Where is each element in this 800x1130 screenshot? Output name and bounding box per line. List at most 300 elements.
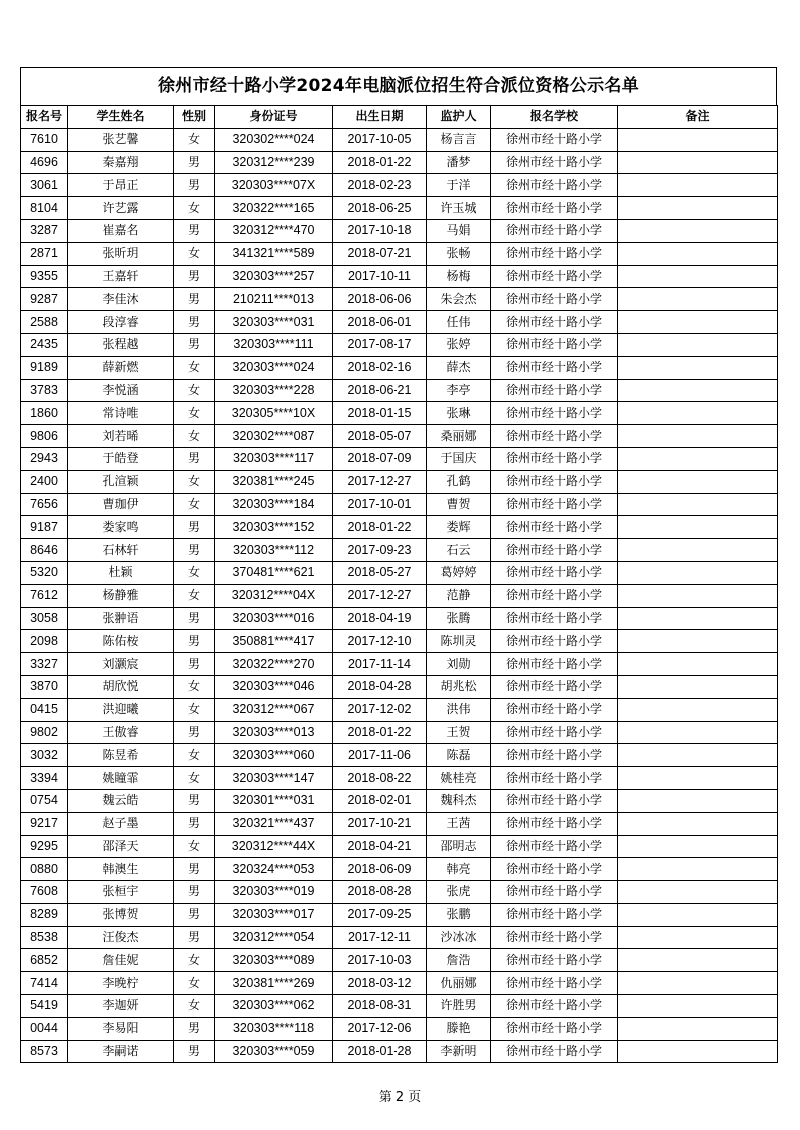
cell-school: 徐州市经十路小学 xyxy=(491,972,618,995)
cell-student-name: 曹珈伊 xyxy=(68,493,174,516)
cell-application-number: 7608 xyxy=(21,881,68,904)
cell-gender: 男 xyxy=(174,288,215,311)
table-row xyxy=(21,539,778,562)
cell-birth-date: 2018-02-23 xyxy=(333,174,427,197)
cell-remarks xyxy=(618,242,778,265)
cell-application-number: 3327 xyxy=(21,653,68,676)
cell-application-number: 3870 xyxy=(21,675,68,698)
cell-id-number: 320303****117 xyxy=(215,447,333,470)
cell-id-number: 320321****437 xyxy=(215,812,333,835)
cell-birth-date: 2017-11-14 xyxy=(333,653,427,676)
cell-student-name: 姚瞳霏 xyxy=(68,767,174,790)
cell-application-number: 9287 xyxy=(21,288,68,311)
cell-guardian: 许玉城 xyxy=(427,197,491,220)
cell-birth-date: 2018-03-12 xyxy=(333,972,427,995)
cell-birth-date: 2017-12-27 xyxy=(333,584,427,607)
header-application-number: 报名号 xyxy=(21,106,68,129)
cell-birth-date: 2018-04-19 xyxy=(333,607,427,630)
cell-application-number: 3287 xyxy=(21,219,68,242)
cell-guardian: 朱会杰 xyxy=(427,288,491,311)
cell-application-number: 5419 xyxy=(21,995,68,1018)
cell-remarks xyxy=(618,561,778,584)
cell-guardian: 张腾 xyxy=(427,607,491,630)
cell-school: 徐州市经十路小学 xyxy=(491,561,618,584)
cell-application-number: 9295 xyxy=(21,835,68,858)
cell-student-name: 李嗣诺 xyxy=(68,1040,174,1063)
cell-gender: 男 xyxy=(174,516,215,539)
cell-application-number: 9806 xyxy=(21,425,68,448)
cell-gender: 男 xyxy=(174,265,215,288)
table-row xyxy=(21,675,778,698)
table-row xyxy=(21,767,778,790)
cell-student-name: 张程越 xyxy=(68,333,174,356)
cell-birth-date: 2018-06-01 xyxy=(333,311,427,334)
cell-school: 徐州市经十路小学 xyxy=(491,744,618,767)
cell-school: 徐州市经十路小学 xyxy=(491,151,618,174)
page-number: 第 2 页 xyxy=(378,1090,422,1105)
cell-school: 徐州市经十路小学 xyxy=(491,995,618,1018)
roster-table xyxy=(20,105,778,1063)
cell-id-number: 320303****089 xyxy=(215,949,333,972)
cell-id-number: 370481****621 xyxy=(215,561,333,584)
cell-birth-date: 2018-01-28 xyxy=(333,1040,427,1063)
cell-guardian: 杨言言 xyxy=(427,128,491,151)
cell-remarks xyxy=(618,539,778,562)
cell-birth-date: 2018-04-28 xyxy=(333,675,427,698)
table-row xyxy=(21,1017,778,1040)
cell-birth-date: 2017-10-18 xyxy=(333,219,427,242)
table-row xyxy=(21,311,778,334)
cell-guardian: 薛杰 xyxy=(427,356,491,379)
cell-student-name: 王嘉轩 xyxy=(68,265,174,288)
cell-id-number: 320303****152 xyxy=(215,516,333,539)
cell-gender: 女 xyxy=(174,675,215,698)
cell-remarks xyxy=(618,402,778,425)
cell-application-number: 0880 xyxy=(21,858,68,881)
cell-remarks xyxy=(618,265,778,288)
cell-remarks xyxy=(618,333,778,356)
cell-id-number: 320303****257 xyxy=(215,265,333,288)
cell-application-number: 8104 xyxy=(21,197,68,220)
cell-gender: 男 xyxy=(174,447,215,470)
cell-student-name: 孔渲颖 xyxy=(68,470,174,493)
cell-gender: 女 xyxy=(174,128,215,151)
cell-application-number: 9802 xyxy=(21,721,68,744)
cell-gender: 男 xyxy=(174,607,215,630)
cell-gender: 女 xyxy=(174,470,215,493)
cell-id-number: 320303****031 xyxy=(215,311,333,334)
cell-guardian: 刘勋 xyxy=(427,653,491,676)
cell-student-name: 娄家鸣 xyxy=(68,516,174,539)
cell-student-name: 韩澳生 xyxy=(68,858,174,881)
cell-remarks xyxy=(618,972,778,995)
cell-gender: 女 xyxy=(174,767,215,790)
cell-birth-date: 2018-02-01 xyxy=(333,789,427,812)
cell-application-number: 5320 xyxy=(21,561,68,584)
cell-remarks xyxy=(618,288,778,311)
cell-guardian: 邵明志 xyxy=(427,835,491,858)
cell-gender: 男 xyxy=(174,721,215,744)
cell-remarks xyxy=(618,653,778,676)
cell-school: 徐州市经十路小学 xyxy=(491,835,618,858)
cell-student-name: 陈昱希 xyxy=(68,744,174,767)
cell-id-number: 320302****087 xyxy=(215,425,333,448)
header-id-number: 身份证号 xyxy=(215,106,333,129)
cell-guardian: 詹浩 xyxy=(427,949,491,972)
cell-school: 徐州市经十路小学 xyxy=(491,607,618,630)
cell-id-number: 320303****118 xyxy=(215,1017,333,1040)
table-row xyxy=(21,926,778,949)
cell-id-number: 320305****10X xyxy=(215,402,333,425)
cell-school: 徐州市经十路小学 xyxy=(491,858,618,881)
cell-student-name: 刘灏宸 xyxy=(68,653,174,676)
cell-id-number: 320303****228 xyxy=(215,379,333,402)
cell-remarks xyxy=(618,698,778,721)
cell-remarks xyxy=(618,311,778,334)
cell-application-number: 8573 xyxy=(21,1040,68,1063)
cell-application-number: 3058 xyxy=(21,607,68,630)
cell-gender: 女 xyxy=(174,493,215,516)
cell-application-number: 2098 xyxy=(21,630,68,653)
cell-guardian: 曹贺 xyxy=(427,493,491,516)
cell-guardian: 于洋 xyxy=(427,174,491,197)
cell-id-number: 320303****017 xyxy=(215,903,333,926)
table-row xyxy=(21,219,778,242)
cell-remarks xyxy=(618,767,778,790)
cell-birth-date: 2017-08-17 xyxy=(333,333,427,356)
cell-birth-date: 2017-09-25 xyxy=(333,903,427,926)
cell-remarks xyxy=(618,128,778,151)
cell-birth-date: 2017-12-06 xyxy=(333,1017,427,1040)
cell-school: 徐州市经十路小学 xyxy=(491,1017,618,1040)
cell-student-name: 杨静雅 xyxy=(68,584,174,607)
cell-gender: 男 xyxy=(174,174,215,197)
cell-remarks xyxy=(618,630,778,653)
cell-school: 徐州市经十路小学 xyxy=(491,881,618,904)
cell-remarks xyxy=(618,197,778,220)
table-row xyxy=(21,698,778,721)
cell-student-name: 于昂正 xyxy=(68,174,174,197)
cell-guardian: 韩亮 xyxy=(427,858,491,881)
cell-student-name: 杜颖 xyxy=(68,561,174,584)
cell-gender: 女 xyxy=(174,835,215,858)
header-birth-date: 出生日期 xyxy=(333,106,427,129)
cell-id-number: 320303****184 xyxy=(215,493,333,516)
cell-guardian: 娄辉 xyxy=(427,516,491,539)
cell-remarks xyxy=(618,447,778,470)
cell-id-number: 350881****417 xyxy=(215,630,333,653)
cell-id-number: 320303****112 xyxy=(215,539,333,562)
cell-birth-date: 2018-06-06 xyxy=(333,288,427,311)
cell-student-name: 张桓宇 xyxy=(68,881,174,904)
table-row xyxy=(21,447,778,470)
cell-gender: 男 xyxy=(174,630,215,653)
cell-student-name: 李迦妍 xyxy=(68,995,174,1018)
cell-id-number: 320303****059 xyxy=(215,1040,333,1063)
cell-gender: 女 xyxy=(174,197,215,220)
table-row xyxy=(21,630,778,653)
cell-student-name: 张博贺 xyxy=(68,903,174,926)
cell-student-name: 詹佳妮 xyxy=(68,949,174,972)
table-row xyxy=(21,858,778,881)
cell-application-number: 8289 xyxy=(21,903,68,926)
cell-guardian: 许胜男 xyxy=(427,995,491,1018)
table-row xyxy=(21,881,778,904)
cell-school: 徐州市经十路小学 xyxy=(491,903,618,926)
cell-student-name: 于皓登 xyxy=(68,447,174,470)
table-row xyxy=(21,903,778,926)
cell-remarks xyxy=(618,151,778,174)
cell-student-name: 段淳睿 xyxy=(68,311,174,334)
cell-birth-date: 2017-12-27 xyxy=(333,470,427,493)
cell-guardian: 胡兆松 xyxy=(427,675,491,698)
table-row xyxy=(21,242,778,265)
cell-application-number: 2871 xyxy=(21,242,68,265)
cell-student-name: 刘若晞 xyxy=(68,425,174,448)
header-student-name: 学生姓名 xyxy=(68,106,174,129)
cell-birth-date: 2018-08-22 xyxy=(333,767,427,790)
cell-id-number: 341321****589 xyxy=(215,242,333,265)
cell-application-number: 0754 xyxy=(21,789,68,812)
cell-remarks xyxy=(618,949,778,972)
table-row xyxy=(21,379,778,402)
cell-school: 徐州市经十路小学 xyxy=(491,311,618,334)
header-remarks: 备注 xyxy=(618,106,778,129)
table-row xyxy=(21,653,778,676)
cell-student-name: 张昕玥 xyxy=(68,242,174,265)
cell-remarks xyxy=(618,356,778,379)
cell-application-number: 2588 xyxy=(21,311,68,334)
cell-student-name: 邵泽天 xyxy=(68,835,174,858)
table-row xyxy=(21,949,778,972)
cell-application-number: 7656 xyxy=(21,493,68,516)
cell-birth-date: 2017-12-02 xyxy=(333,698,427,721)
cell-student-name: 洪迎曦 xyxy=(68,698,174,721)
cell-application-number: 7610 xyxy=(21,128,68,151)
cell-gender: 女 xyxy=(174,561,215,584)
cell-school: 徐州市经十路小学 xyxy=(491,584,618,607)
cell-birth-date: 2018-02-16 xyxy=(333,356,427,379)
cell-gender: 男 xyxy=(174,311,215,334)
cell-school: 徐州市经十路小学 xyxy=(491,698,618,721)
cell-guardian: 李新明 xyxy=(427,1040,491,1063)
table-row xyxy=(21,972,778,995)
cell-id-number: 320322****270 xyxy=(215,653,333,676)
cell-application-number: 9217 xyxy=(21,812,68,835)
cell-school: 徐州市经十路小学 xyxy=(491,288,618,311)
cell-application-number: 6852 xyxy=(21,949,68,972)
cell-birth-date: 2018-08-28 xyxy=(333,881,427,904)
cell-id-number: 320303****046 xyxy=(215,675,333,698)
cell-gender: 女 xyxy=(174,379,215,402)
cell-gender: 男 xyxy=(174,926,215,949)
cell-school: 徐州市经十路小学 xyxy=(491,539,618,562)
table-row xyxy=(21,607,778,630)
cell-application-number: 3061 xyxy=(21,174,68,197)
cell-birth-date: 2018-06-25 xyxy=(333,197,427,220)
cell-application-number: 2400 xyxy=(21,470,68,493)
cell-school: 徐州市经十路小学 xyxy=(491,949,618,972)
cell-guardian: 石云 xyxy=(427,539,491,562)
cell-remarks xyxy=(618,903,778,926)
table-row xyxy=(21,812,778,835)
table-row xyxy=(21,128,778,151)
table-row xyxy=(21,835,778,858)
cell-remarks xyxy=(618,835,778,858)
cell-gender: 男 xyxy=(174,789,215,812)
cell-student-name: 李易阳 xyxy=(68,1017,174,1040)
cell-remarks xyxy=(618,926,778,949)
cell-application-number: 8646 xyxy=(21,539,68,562)
document-sheet xyxy=(20,67,777,1063)
cell-birth-date: 2017-10-11 xyxy=(333,265,427,288)
cell-id-number: 320312****470 xyxy=(215,219,333,242)
cell-student-name: 许艺露 xyxy=(68,197,174,220)
table-row xyxy=(21,1040,778,1063)
cell-gender: 女 xyxy=(174,949,215,972)
cell-student-name: 崔嘉名 xyxy=(68,219,174,242)
cell-gender: 女 xyxy=(174,242,215,265)
table-row xyxy=(21,561,778,584)
cell-gender: 女 xyxy=(174,584,215,607)
table-row xyxy=(21,493,778,516)
cell-id-number: 320301****031 xyxy=(215,789,333,812)
cell-id-number: 320303****062 xyxy=(215,995,333,1018)
cell-application-number: 3032 xyxy=(21,744,68,767)
cell-gender: 男 xyxy=(174,903,215,926)
cell-guardian: 潘梦 xyxy=(427,151,491,174)
cell-id-number: 320303****016 xyxy=(215,607,333,630)
cell-school: 徐州市经十路小学 xyxy=(491,789,618,812)
cell-birth-date: 2018-05-07 xyxy=(333,425,427,448)
cell-application-number: 0415 xyxy=(21,698,68,721)
cell-id-number: 320312****067 xyxy=(215,698,333,721)
cell-birth-date: 2017-12-10 xyxy=(333,630,427,653)
cell-gender: 女 xyxy=(174,425,215,448)
cell-application-number: 0044 xyxy=(21,1017,68,1040)
cell-school: 徐州市经十路小学 xyxy=(491,812,618,835)
cell-school: 徐州市经十路小学 xyxy=(491,128,618,151)
cell-birth-date: 2018-07-21 xyxy=(333,242,427,265)
cell-guardian: 滕艳 xyxy=(427,1017,491,1040)
cell-guardian: 于国庆 xyxy=(427,447,491,470)
cell-gender: 女 xyxy=(174,744,215,767)
cell-guardian: 马娟 xyxy=(427,219,491,242)
cell-guardian: 王茜 xyxy=(427,812,491,835)
cell-school: 徐州市经十路小学 xyxy=(491,926,618,949)
table-row xyxy=(21,265,778,288)
cell-remarks xyxy=(618,425,778,448)
cell-school: 徐州市经十路小学 xyxy=(491,333,618,356)
table-row xyxy=(21,995,778,1018)
cell-school: 徐州市经十路小学 xyxy=(491,653,618,676)
cell-student-name: 魏云皓 xyxy=(68,789,174,812)
cell-birth-date: 2018-06-09 xyxy=(333,858,427,881)
table-row xyxy=(21,425,778,448)
cell-guardian: 陈磊 xyxy=(427,744,491,767)
cell-id-number: 320303****060 xyxy=(215,744,333,767)
table-row xyxy=(21,333,778,356)
table-header-row xyxy=(21,106,778,129)
cell-remarks xyxy=(618,1017,778,1040)
header-gender: 性别 xyxy=(174,106,215,129)
cell-gender: 男 xyxy=(174,1017,215,1040)
cell-birth-date: 2017-09-23 xyxy=(333,539,427,562)
cell-student-name: 王傲睿 xyxy=(68,721,174,744)
cell-guardian: 葛婷婷 xyxy=(427,561,491,584)
cell-student-name: 张艺馨 xyxy=(68,128,174,151)
cell-student-name: 张翀语 xyxy=(68,607,174,630)
cell-student-name: 石林轩 xyxy=(68,539,174,562)
cell-student-name: 薛新燃 xyxy=(68,356,174,379)
cell-gender: 男 xyxy=(174,539,215,562)
cell-id-number: 320312****44X xyxy=(215,835,333,858)
table-row xyxy=(21,356,778,379)
cell-remarks xyxy=(618,858,778,881)
cell-id-number: 320312****04X xyxy=(215,584,333,607)
cell-remarks xyxy=(618,995,778,1018)
cell-id-number: 320302****024 xyxy=(215,128,333,151)
cell-school: 徐州市经十路小学 xyxy=(491,721,618,744)
cell-guardian: 仇丽娜 xyxy=(427,972,491,995)
cell-remarks xyxy=(618,721,778,744)
cell-birth-date: 2018-01-22 xyxy=(333,516,427,539)
cell-birth-date: 2018-06-21 xyxy=(333,379,427,402)
cell-remarks xyxy=(618,789,778,812)
table-row xyxy=(21,288,778,311)
table-row xyxy=(21,174,778,197)
cell-guardian: 杨梅 xyxy=(427,265,491,288)
cell-gender: 女 xyxy=(174,402,215,425)
header-school: 报名学校 xyxy=(491,106,618,129)
cell-gender: 女 xyxy=(174,356,215,379)
cell-birth-date: 2018-04-21 xyxy=(333,835,427,858)
table-body xyxy=(21,128,778,1063)
cell-guardian: 张琳 xyxy=(427,402,491,425)
cell-school: 徐州市经十路小学 xyxy=(491,1040,618,1063)
cell-birth-date: 2018-08-31 xyxy=(333,995,427,1018)
cell-id-number: 320312****239 xyxy=(215,151,333,174)
cell-id-number: 320303****147 xyxy=(215,767,333,790)
table-row xyxy=(21,470,778,493)
cell-school: 徐州市经十路小学 xyxy=(491,675,618,698)
cell-birth-date: 2018-01-22 xyxy=(333,721,427,744)
cell-id-number: 320303****013 xyxy=(215,721,333,744)
cell-student-name: 李晚柠 xyxy=(68,972,174,995)
cell-id-number: 320312****054 xyxy=(215,926,333,949)
cell-application-number: 9187 xyxy=(21,516,68,539)
cell-application-number: 9189 xyxy=(21,356,68,379)
cell-id-number: 210211****013 xyxy=(215,288,333,311)
cell-remarks xyxy=(618,607,778,630)
table-row xyxy=(21,789,778,812)
cell-application-number: 2435 xyxy=(21,333,68,356)
cell-gender: 女 xyxy=(174,972,215,995)
cell-application-number: 9355 xyxy=(21,265,68,288)
cell-remarks xyxy=(618,812,778,835)
cell-guardian: 桑丽娜 xyxy=(427,425,491,448)
table-row xyxy=(21,197,778,220)
cell-application-number: 7414 xyxy=(21,972,68,995)
cell-student-name: 胡欣悦 xyxy=(68,675,174,698)
cell-application-number: 2943 xyxy=(21,447,68,470)
cell-id-number: 320324****053 xyxy=(215,858,333,881)
cell-guardian: 张畅 xyxy=(427,242,491,265)
cell-application-number: 7612 xyxy=(21,584,68,607)
table-row xyxy=(21,402,778,425)
header-guardian: 监护人 xyxy=(427,106,491,129)
cell-guardian: 李亭 xyxy=(427,379,491,402)
